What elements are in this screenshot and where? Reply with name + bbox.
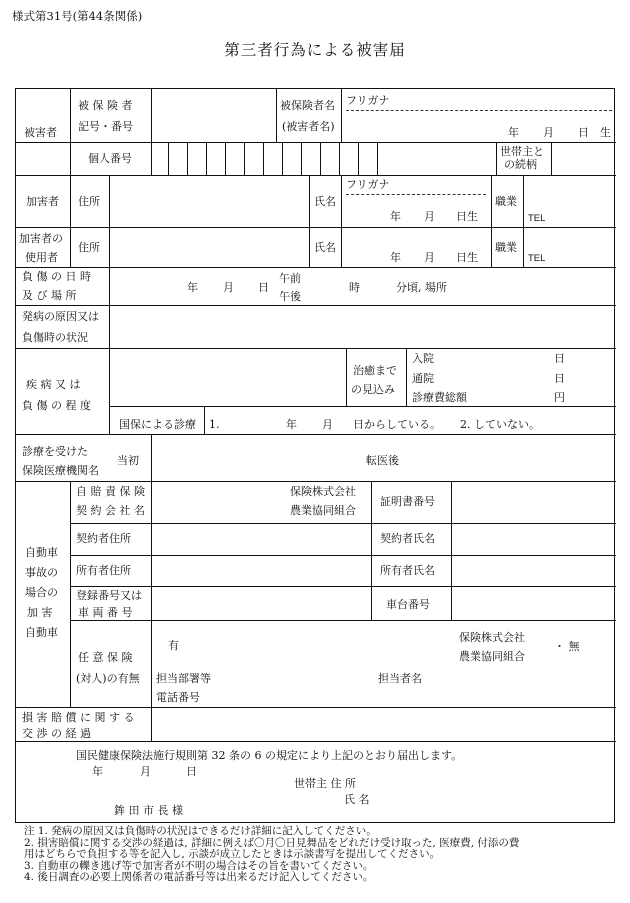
hospital-label-2: 保険医療機関名 [22,464,99,477]
declaration-year: 年 [92,765,103,778]
vehicle-section-label-2: 事故の [25,566,58,579]
chassis-number-label: 車台番号 [386,598,430,611]
declaration-month: 月 [140,765,151,778]
jibai-label-1: 自 賠 責 保 険 [76,485,145,498]
jibai-label-2: 契 約 会 社 名 [76,504,145,517]
voluntary-insurance-label-2: (対人)の有無 [76,672,140,685]
perpetrator-tel-label: TEL [528,213,546,224]
owner-address-label: 所有者住所 [76,564,131,577]
kokuho-option-1-text: 日からしている。 [353,418,441,431]
perpetrator-address-label: 住所 [78,195,100,208]
voluntary-insurance-label-1: 任 意 保 険 [78,651,133,664]
vehicle-section-label-5: 自動車 [25,626,58,639]
employer-section-label-1: 加害者の [19,232,63,245]
perpetrator-section-label: 加害者 [26,195,59,208]
perpetrator-birth-month: 月 [424,210,435,223]
injury-am: 午前 [279,272,301,285]
kokuho-option-1-year: 年 [286,418,297,431]
victim-birth-suffix: 生 [600,126,611,139]
note-line: 4. 後日調査の必要上関係者の電話番号等は出来るだけ記入してください。 [24,871,374,883]
registration-label-2: 車 両 番 号 [78,606,133,619]
employer-birth-day: 日生 [456,251,478,264]
victim-section-label: 被害者 [24,126,57,139]
injury-month: 月 [223,281,234,294]
insured-number-label-2: 記号・番号 [78,120,133,133]
injury-pm: 午後 [279,290,301,303]
owner-name-label: 所有者氏名 [380,564,435,577]
victim-furigana-label: フリガナ [346,94,390,107]
employer-address-label: 住所 [78,241,100,254]
perpetrator-name-label: 氏名 [314,195,336,208]
injury-time-label-2: 及 び 場 所 [22,289,77,302]
outpatient-label: 通院 [412,372,434,385]
relation-label-1: 世帯主と [500,145,544,158]
note-line: 用はどちらで負担する等を記入し, 示談が成立したときは示談書写を提出してください。 [24,848,441,860]
holder-name-label: 契約者氏名 [380,532,435,545]
outpatient-days: 日 [554,372,565,385]
employer-name-label: 氏名 [314,241,336,254]
total-cost-label: 診療費総額 [412,391,467,404]
kokuho-option-2: 2. していない。 [460,418,540,431]
injury-day: 日 [258,281,269,294]
person-in-charge-label: 担当者名 [378,672,422,685]
employer-occupation-label: 職業 [495,241,517,254]
holder-address-label: 契約者住所 [76,532,131,545]
victim-birth-year: 年 [508,126,519,139]
registration-label-1: 登録番号又は [76,589,142,602]
total-cost-yen: 円 [554,391,565,404]
injury-time-label-1: 負 傷 の 日 時 [22,270,91,283]
mayor-addressee: 鉾 田 市 長 様 [114,804,183,817]
cure-label-2: の見込み [351,383,395,396]
perpetrator-birth-day: 日生 [456,210,478,223]
personal-number-label: 個人番号 [88,152,132,165]
note-line: 3. 自動車の轢き逃げ等で加害者が不明の場合はその旨を書いてください。 [24,859,374,872]
householder-address-label: 世帯主 住 所 [294,777,356,790]
employer-section-label-2: 使用者 [25,251,58,264]
perpetrator-occupation-label: 職業 [495,195,517,208]
insured-number-label-1: 被 保 険 者 [78,99,133,112]
insured-name-label-2: (被害者名) [282,120,335,133]
illness-label-2: 負 傷 の 程 度 [22,399,91,412]
note-line: 注 1. 発病の原因又は負傷時の状況はできるだけ詳細に記入してください。 [24,825,377,837]
cause-label-1: 発病の原因又は [22,310,99,323]
cert-number-label: 証明書番号 [380,495,435,508]
voluntary-insurer-2: 農業協同組合 [459,650,525,663]
perpetrator-furigana-label: フリガナ [346,178,390,191]
page-title: 第三者行為による被害届 [224,41,406,59]
declaration-day: 日 [186,765,197,778]
vehicle-section-label-4: 加 害 [27,606,53,619]
inpatient-label: 入院 [412,352,434,365]
form-frame [15,88,615,823]
department-label: 担当部署等 [156,672,211,685]
cure-label-1: 治癒まで [353,364,397,377]
jibai-insurer-2: 農業協同組合 [290,504,356,517]
voluntary-none: ・ 無 [554,640,580,653]
employer-tel-label: TEL [528,253,546,264]
declaration-statement: 国民健康保険法施行規則第 32 条の 6 の規定により上記のとおり届出します。 [76,749,463,762]
phone-label: 電話番号 [156,691,200,704]
injury-year: 年 [187,281,198,294]
employer-birth-month: 月 [424,251,435,264]
employer-birth-year: 年 [390,251,401,264]
note-line: 2. 損害賠償に関する交渉の経過は, 詳細に例えば〇月〇日見舞品をどれだけ受け取った, 医療費, 付添の費 [24,836,520,849]
injury-hour: 時 [349,281,360,294]
victim-birth-month: 月 [543,126,554,139]
voluntary-has: 有 [168,639,179,652]
compensation-label-2: 交 渉 の 経 過 [22,727,91,740]
inpatient-days: 日 [554,352,565,365]
vehicle-section-label-3: 場合の [25,586,58,599]
insured-name-label-1: 被保険者名 [280,99,335,112]
kokuho-treatment-label: 国保による診療 [119,418,196,431]
hospital-transfer-label: 転医後 [366,454,399,467]
notes [24,826,519,884]
victim-birth-day: 日 [578,126,589,139]
illness-label-1: 疾 病 又 は [26,378,81,391]
injury-minute-place: 分頃, 場所 [396,281,447,294]
form-number: 様式第31号(第44条関係) [12,9,143,23]
kokuho-option-1-month: 月 [322,418,333,431]
voluntary-insurer-1: 保険株式会社 [459,631,525,644]
relation-label-2: の続柄 [504,158,537,171]
vehicle-section-label-1: 自動車 [25,546,58,559]
kokuho-option-1-num: 1. [209,418,220,431]
jibai-insurer-1: 保険株式会社 [290,485,356,498]
hospital-label-1: 診療を受けた [22,445,88,458]
householder-name-label: 氏 名 [344,793,370,806]
compensation-label-1: 損 害 賠 償 に 関 す る [22,711,135,724]
perpetrator-birth-year: 年 [390,210,401,223]
cause-label-2: 負傷時の状況 [22,331,88,344]
hospital-initial-label: 当初 [117,454,139,467]
